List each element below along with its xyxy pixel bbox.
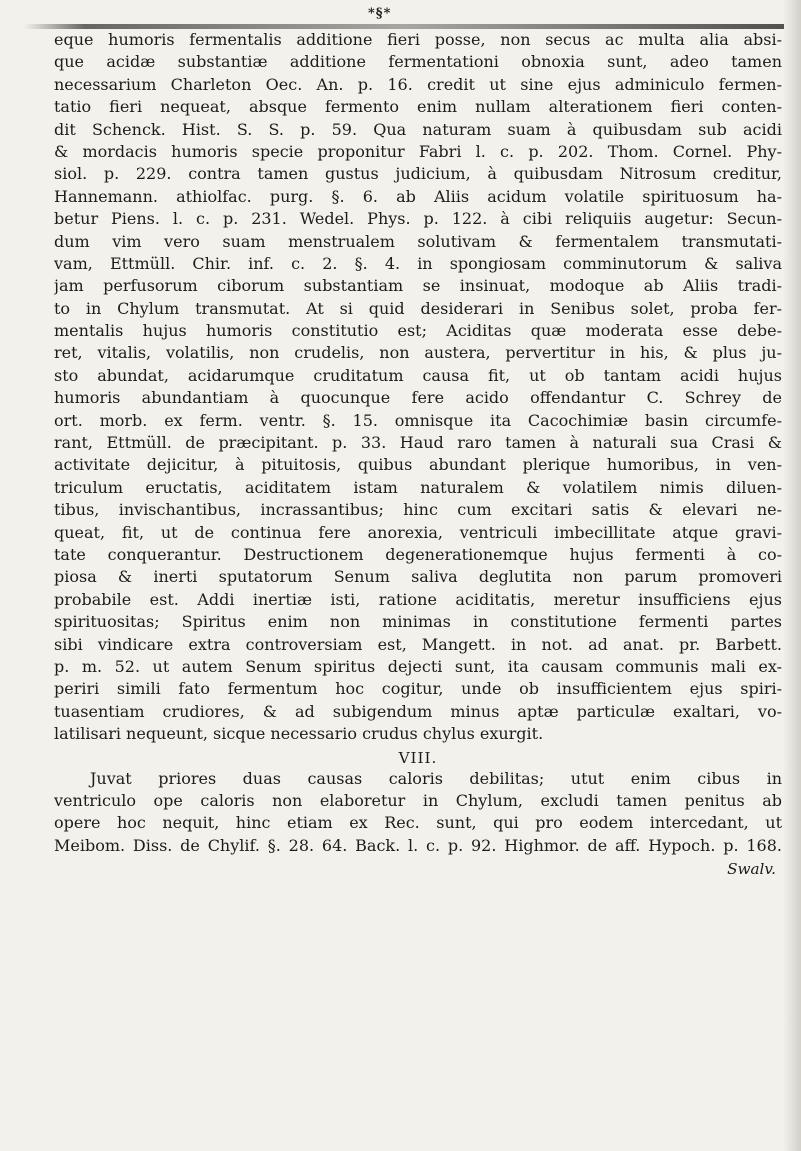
text-line: spirituositas; Spiritus enim non minimas in constitutione fermenti partes <box>54 612 782 632</box>
text-line: sto abundat, acidarumque cruditatum causa fit, ut ob tantam acidi hujus <box>54 365 782 385</box>
text-line: dum vim vero suam menstrualem solutivam & fermentalem transmutati- <box>54 231 782 251</box>
text-line: dit Schenck. Hist. S. S. p. 59. Qua naturam suam à quibusdam sub acidi <box>54 119 782 139</box>
text-line: tatio fieri nequeat, absque fermento enim nullam alterationem fieri conten- <box>54 97 782 117</box>
text-line: que acidæ substantiæ additione fermentationi obnoxia sunt, adeo tamen <box>54 52 782 72</box>
text-line: ret, vitalis, volatilis, non crudelis, non austera, pervertitur in his, & plus ju- <box>54 343 782 363</box>
top-rule-divider <box>24 24 784 29</box>
text-line-last: latilisari nequeunt, sicque necessario crudus chylus exurgit. <box>54 724 544 744</box>
text-line: periri simili fato fermentum hoc cogitur, unde ob insufficientem ejus spiri- <box>54 679 782 699</box>
text-line: tibus, invischantibus, incrassantibus; hinc cum excitari satis & elevari ne- <box>54 500 782 520</box>
text-line: jam perfusorum ciborum substantiam se insinuat, modoque ab Aliis tradi- <box>54 276 782 296</box>
text-line: p. m. 52. ut autem Senum spiritus dejecti sunt, ita causam communis mali ex- <box>54 656 782 676</box>
text-line: ort. morb. ex ferm. ventr. §. 15. omnisque ita Cacochimiæ basin circumfe- <box>54 410 782 430</box>
text-line: humoris abundantiam à quocunque fere acido offendantur C. Schrey de <box>54 388 782 408</box>
text-line: triculum eructatis, aciditatem istam naturalem & volatilem nimis diluen- <box>54 477 782 497</box>
page-signature-mark: *§* <box>368 6 392 21</box>
main-text-block <box>54 30 782 880</box>
text-line: activitate dejicitur, à pituitosis, quibus abundant plerique humoribus, in ven- <box>54 455 782 475</box>
page-edge-shadow <box>783 0 801 1151</box>
section-number-heading: VIII. <box>398 748 438 767</box>
text-line: sibi vindicare extra controversiam est, Mangett. in not. ad anat. pr. Barbett. <box>54 634 782 654</box>
text-line: piosa & inerti sputatorum Senum saliva deglutita non parum promoveri <box>54 567 782 587</box>
text-line: queat, fit, ut de continua fere anorexia, ventriculi imbecillitate atque gravi- <box>54 522 782 542</box>
text-line: tate conquerantur. Destructionem degenerationemque hujus fermenti à co- <box>54 544 782 564</box>
text-line: to in Chylum transmutat. At si quid desiderari in Senibus solet, proba fer- <box>54 298 782 318</box>
text-line: necessarium Charleton Oec. An. p. 16. credit ut sine ejus adminiculo fermen- <box>54 74 782 94</box>
text-line: betur Piens. l. c. p. 231. Wedel. Phys. p. 122. à cibi reliquiis augetur: Secun- <box>54 209 782 229</box>
text-line: rant, Ettmüll. de præcipitant. p. 33. Haud raro tamen à naturali sua Crasi & <box>54 433 782 453</box>
text-line: & mordacis humoris specie proponitur Fabri l. c. p. 202. Thom. Cornel. Phy- <box>54 141 782 161</box>
text-line: opere hoc nequit, hinc etiam ex Rec. sunt, qui pro eodem intercedant, ut <box>54 813 782 833</box>
text-line: Hannemann. athiolfac. purg. §. 6. ab Aliis acidum volatile spirituosum ha- <box>54 186 782 206</box>
text-line: probabile est. Addi inertiæ isti, ratione aciditatis, meretur insufficiens ejus <box>54 589 782 609</box>
text-line: vam, Ettmüll. Chir. inf. c. 2. §. 4. in spongiosam comminutorum & saliva <box>54 253 782 273</box>
text-line: siol. p. 229. contra tamen gustus judicium, à quibusdam Nitrosum creditur, <box>54 164 782 184</box>
catchword: Swalv. <box>727 860 776 879</box>
text-line: Meibom. Diss. de Chylif. §. 28. 64. Back. l. c. p. 92. Highmor. de aff. Hypoch. p. 168. <box>54 835 782 855</box>
text-line: Juvat priores duas causas caloris debilitas; utut enim cibus in <box>90 768 782 788</box>
text-line: ventriculo ope caloris non elaboretur in Chylum, excludi tamen penitus ab <box>54 790 782 810</box>
text-line: tuasentiam crudiores, & ad subigendum minus aptæ particulæ exaltari, vo- <box>54 701 782 721</box>
text-line: eque humoris fermentalis additione fieri posse, non secus ac multa alia absi- <box>54 30 782 49</box>
text-line: mentalis hujus humoris constitutio est; Aciditas quæ moderata esse debe- <box>54 321 782 341</box>
paragraph-2 <box>54 769 782 859</box>
paragraph-1 <box>54 30 782 747</box>
